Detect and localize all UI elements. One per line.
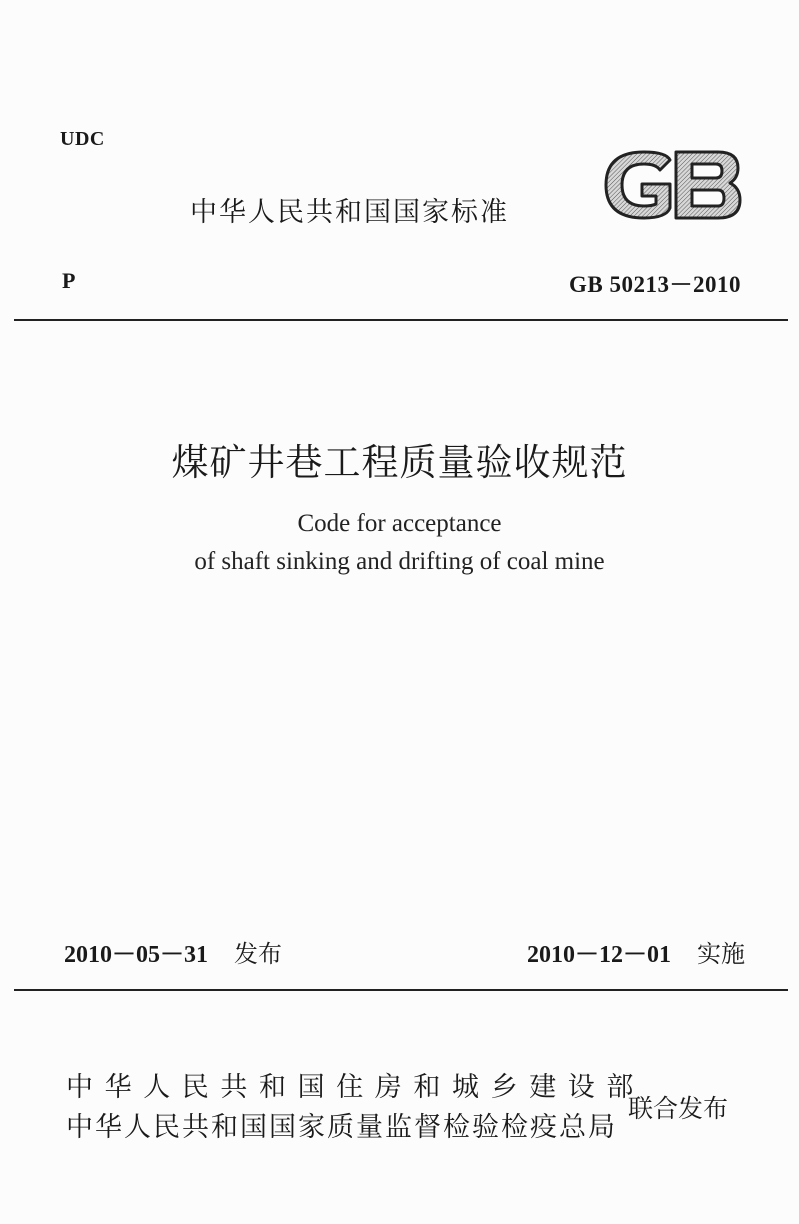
- national-standard-heading: 中华人民共和国国家标准: [190, 197, 509, 228]
- issuer-aqsiq: 中华人民共和国国家质量监督检验检疫总局: [66, 1112, 617, 1143]
- classification-code: P: [62, 268, 76, 293]
- effective-date: 2010－12－01: [527, 942, 671, 968]
- standard-number: GB 50213－2010: [569, 272, 741, 297]
- title-english: [0, 505, 799, 581]
- gb-logo: [600, 148, 745, 222]
- top-divider: [14, 319, 788, 321]
- issue-date: 2010－05－31: [64, 942, 208, 968]
- title-english-line1: Code for acceptance: [297, 510, 502, 537]
- issuer-ministry: 中华人民共和国住房和城乡建设部: [66, 1072, 645, 1103]
- effective-date-block: [527, 934, 745, 969]
- issue-label: 发布: [234, 940, 282, 968]
- title-chinese: 煤矿井巷工程质量验收规范: [171, 441, 628, 484]
- title-english-line2: of shaft sinking and drifting of coal mine: [194, 548, 605, 575]
- issue-date-block: [64, 934, 282, 969]
- joint-issue-label: 联合发布: [628, 1094, 729, 1123]
- gb-logo-icon: [600, 148, 745, 222]
- udc-label: UDC: [60, 128, 105, 150]
- effective-label: 实施: [697, 940, 745, 968]
- bottom-divider: [14, 989, 788, 991]
- issuing-authorities: [66, 1068, 645, 1148]
